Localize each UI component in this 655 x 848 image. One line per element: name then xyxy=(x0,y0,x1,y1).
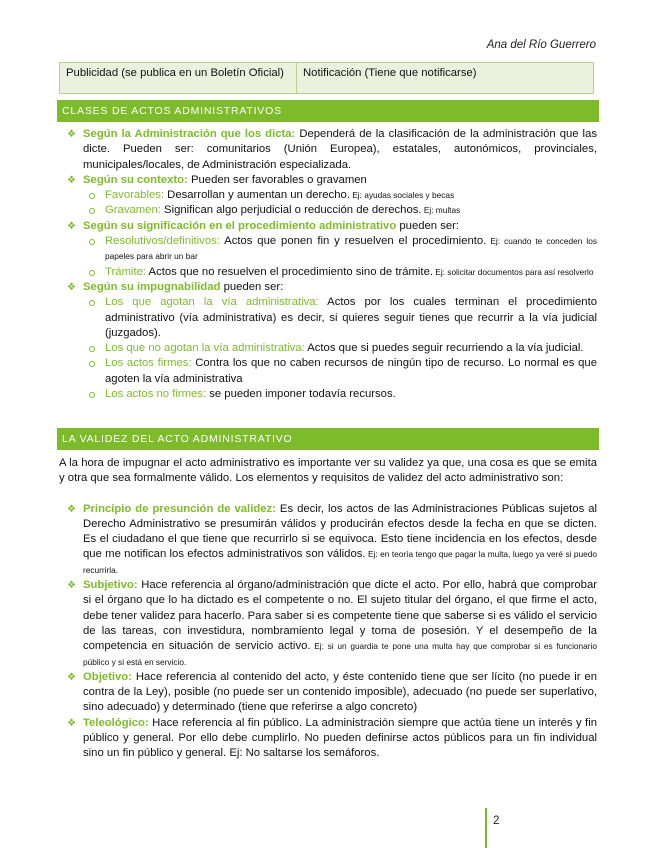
item-heading: Teleológico: xyxy=(83,716,149,729)
table-cell-publicidad: Publicidad (se publica en un Boletín Oficial) xyxy=(60,63,297,94)
sub-item-label: Los que no agotan la vía administrativa: xyxy=(105,342,305,355)
diamond-cluster-icon: ❖ xyxy=(67,580,76,592)
sub-item-note: Ej: solicitar documentos para así resolverlo xyxy=(433,266,594,277)
diamond-cluster-icon: ❖ xyxy=(67,129,76,140)
sub-item-label: Los que agotan la vía administrativa: xyxy=(105,296,319,309)
sub-item-note: Ej: multas xyxy=(421,205,461,216)
item-text: Hace referencia al contenido del acto, y éste contenido tiene que ser lícito (no puede ir en contra de la Ley), posible (no puede ser un contenido imposible), adecuado (no puede ser superlativo, sino adecuado) y determinado (tiene que referirse a algo concreto) xyxy=(83,670,597,714)
circle-outline-icon xyxy=(89,346,95,352)
sub-list-item xyxy=(59,341,597,356)
sub-item-text: Actos que no resuelven el procedimiento sino de trámite. xyxy=(146,265,433,278)
sub-item-text: Significan algo perjudicial o reducción de derechos. xyxy=(160,204,422,217)
list-item xyxy=(59,670,597,716)
sub-item-text: Desarrollan y aumentan un derecho. xyxy=(164,189,350,202)
circle-outline-icon xyxy=(89,392,95,398)
sub-item-text: Actos que ponen fin y resuelven el procedimiento. xyxy=(219,235,487,248)
sub-item-label: Favorables: xyxy=(105,189,165,202)
item-heading: Subjetivo: xyxy=(83,579,138,592)
sub-item-label: Trámite: xyxy=(105,265,147,278)
table-cell-notificacion: Notificación (Tiene que notificarse) xyxy=(297,63,594,94)
list-item xyxy=(59,280,597,295)
sub-item-label: Gravamen: xyxy=(105,204,161,217)
item-text: Hace referencia al órgano/administración que dicte el acto. Por ello, habrá que comprobar si el órgano que lo ha dictado es el competente o no. El sujeto titular del órgano, el que firme el acto, debe tener validez para hacerlo. Para saber si es competente tiene que saberse si es válido el servicio de las tareas, con investidura, nombramiento legal y toma de posesión. Y el desempeño de la competencia en situación de servicio activo. xyxy=(83,579,597,653)
diamond-cluster-icon: ❖ xyxy=(67,503,76,515)
page-number-divider xyxy=(485,808,487,848)
sub-item-label: Resolutivos/definitivos: xyxy=(105,235,220,248)
section-validez xyxy=(59,456,597,762)
sub-list-item xyxy=(59,295,597,341)
item-text: pueden ser: xyxy=(220,280,284,293)
circle-outline-icon xyxy=(89,300,95,306)
sub-list-item xyxy=(59,234,597,265)
diamond-cluster-icon: ❖ xyxy=(67,220,76,232)
item-text: Es decir, los actos de las Administraciones Públicas sujetos al Derecho Administrativo se presumirán válidos y producirán efectos desde la fecha en que se dicten. Es el ciudadano el que tiene que recurrirlo si se equivoca. Esto tiene incidencia en los efectos, desde que me notifican los efectos administrativos son válidos. xyxy=(83,502,598,561)
list-item xyxy=(59,578,597,670)
item-heading: Objetivo: xyxy=(83,670,132,683)
sub-item-text: Actos por los cuales terminan el procedimiento administrativo (vía administrativa) es decir, si quieres seguir tienes que recurrir a la vía judicial (juzgados). xyxy=(105,296,598,339)
sub-item-text: Actos que si puedes seguir recurriendo a la vía judicial. xyxy=(304,342,584,355)
item-note: Ej: en teoría tengo que pagar la multa, luego ya veré si puedo recurrirla. xyxy=(83,549,597,575)
diamond-cluster-icon: ❖ xyxy=(67,671,76,683)
item-heading: Según su impugnabilidad xyxy=(83,280,221,293)
intro-paragraph: A la hora de impugnar el acto administrativo es importante ver su validez ya que, una cosa es que se emita y otra que sea formalmente válido. Los elementos y requisitos de validez del acto administrativo son: xyxy=(59,457,597,485)
list-item xyxy=(59,127,597,173)
diamond-cluster-icon: ❖ xyxy=(67,717,76,729)
item-text: Hace referencia al fin público. La administración siempre que actúa tiene un interés y fin público y general. Por ello debe cumplirlo. No pueden definirse actos públicos para un fin individual sino un fin público y general. Ej: No saltarse los semáforos. xyxy=(83,716,597,760)
item-note: Ej: si un guardia te pone una multa hay que comprobar si es funcionario público y si está en servicio. xyxy=(83,641,597,667)
sub-item-label: Los actos no firmes: xyxy=(105,388,207,401)
list-item xyxy=(59,173,597,188)
list-item xyxy=(59,219,597,234)
list-item xyxy=(59,502,597,578)
page-number: 2 xyxy=(493,815,500,827)
diamond-cluster-icon: ❖ xyxy=(67,281,76,293)
circle-outline-icon xyxy=(89,239,95,245)
sub-item-text: se pueden imponer todavía recursos. xyxy=(206,388,396,401)
section-clases xyxy=(59,127,597,402)
item-text: Pueden ser favorables o gravamen xyxy=(187,173,367,186)
author-header: Ana del Río Guerrero xyxy=(486,39,596,51)
sub-item-label: Los actos firmes: xyxy=(105,357,192,370)
item-heading: Según su significación en el procedimiento administrativo xyxy=(83,219,397,232)
summary-table xyxy=(59,62,594,94)
sub-item-note: Ej: cuando te conceden los papeles para abrir un bar xyxy=(105,236,597,262)
item-text: pueden ser: xyxy=(396,219,460,232)
section-heading-validez: LA VALIDEZ DEL ACTO ADMINISTRATIVO xyxy=(57,428,599,450)
sub-list-item xyxy=(59,265,597,280)
item-heading: Según la Administración que los dicta: xyxy=(83,128,296,140)
section-heading-clases: CLASES DE ACTOS ADMINISTRATIVOS xyxy=(57,100,599,122)
circle-outline-icon xyxy=(89,208,95,214)
sub-item-text: Contra los que no caben recursos de ningún tipo de recurso. Lo normal es que agoten la vía administrativa xyxy=(105,357,597,385)
sub-list-item xyxy=(59,356,597,387)
circle-outline-icon xyxy=(89,193,95,199)
sub-item-note: Ej: ayudas sociales y becas xyxy=(349,190,455,201)
list-item xyxy=(59,716,597,762)
item-text: Dependerá de la clasificación de la administración que las dicte. Pueden ser: comunitarios (Unión Europea), estatales, autonómicos, provinciales, municipales/locales, de Administración especializada. xyxy=(83,128,597,171)
sub-list-item xyxy=(59,387,597,402)
circle-outline-icon xyxy=(89,270,95,276)
circle-outline-icon xyxy=(89,361,95,367)
table-row xyxy=(60,63,594,94)
item-heading: Principio de presunción de validez: xyxy=(83,502,276,515)
item-heading: Según su contexto: xyxy=(83,173,188,186)
sub-list-item xyxy=(59,188,597,203)
sub-list-item xyxy=(59,203,597,218)
diamond-cluster-icon: ❖ xyxy=(67,174,76,186)
